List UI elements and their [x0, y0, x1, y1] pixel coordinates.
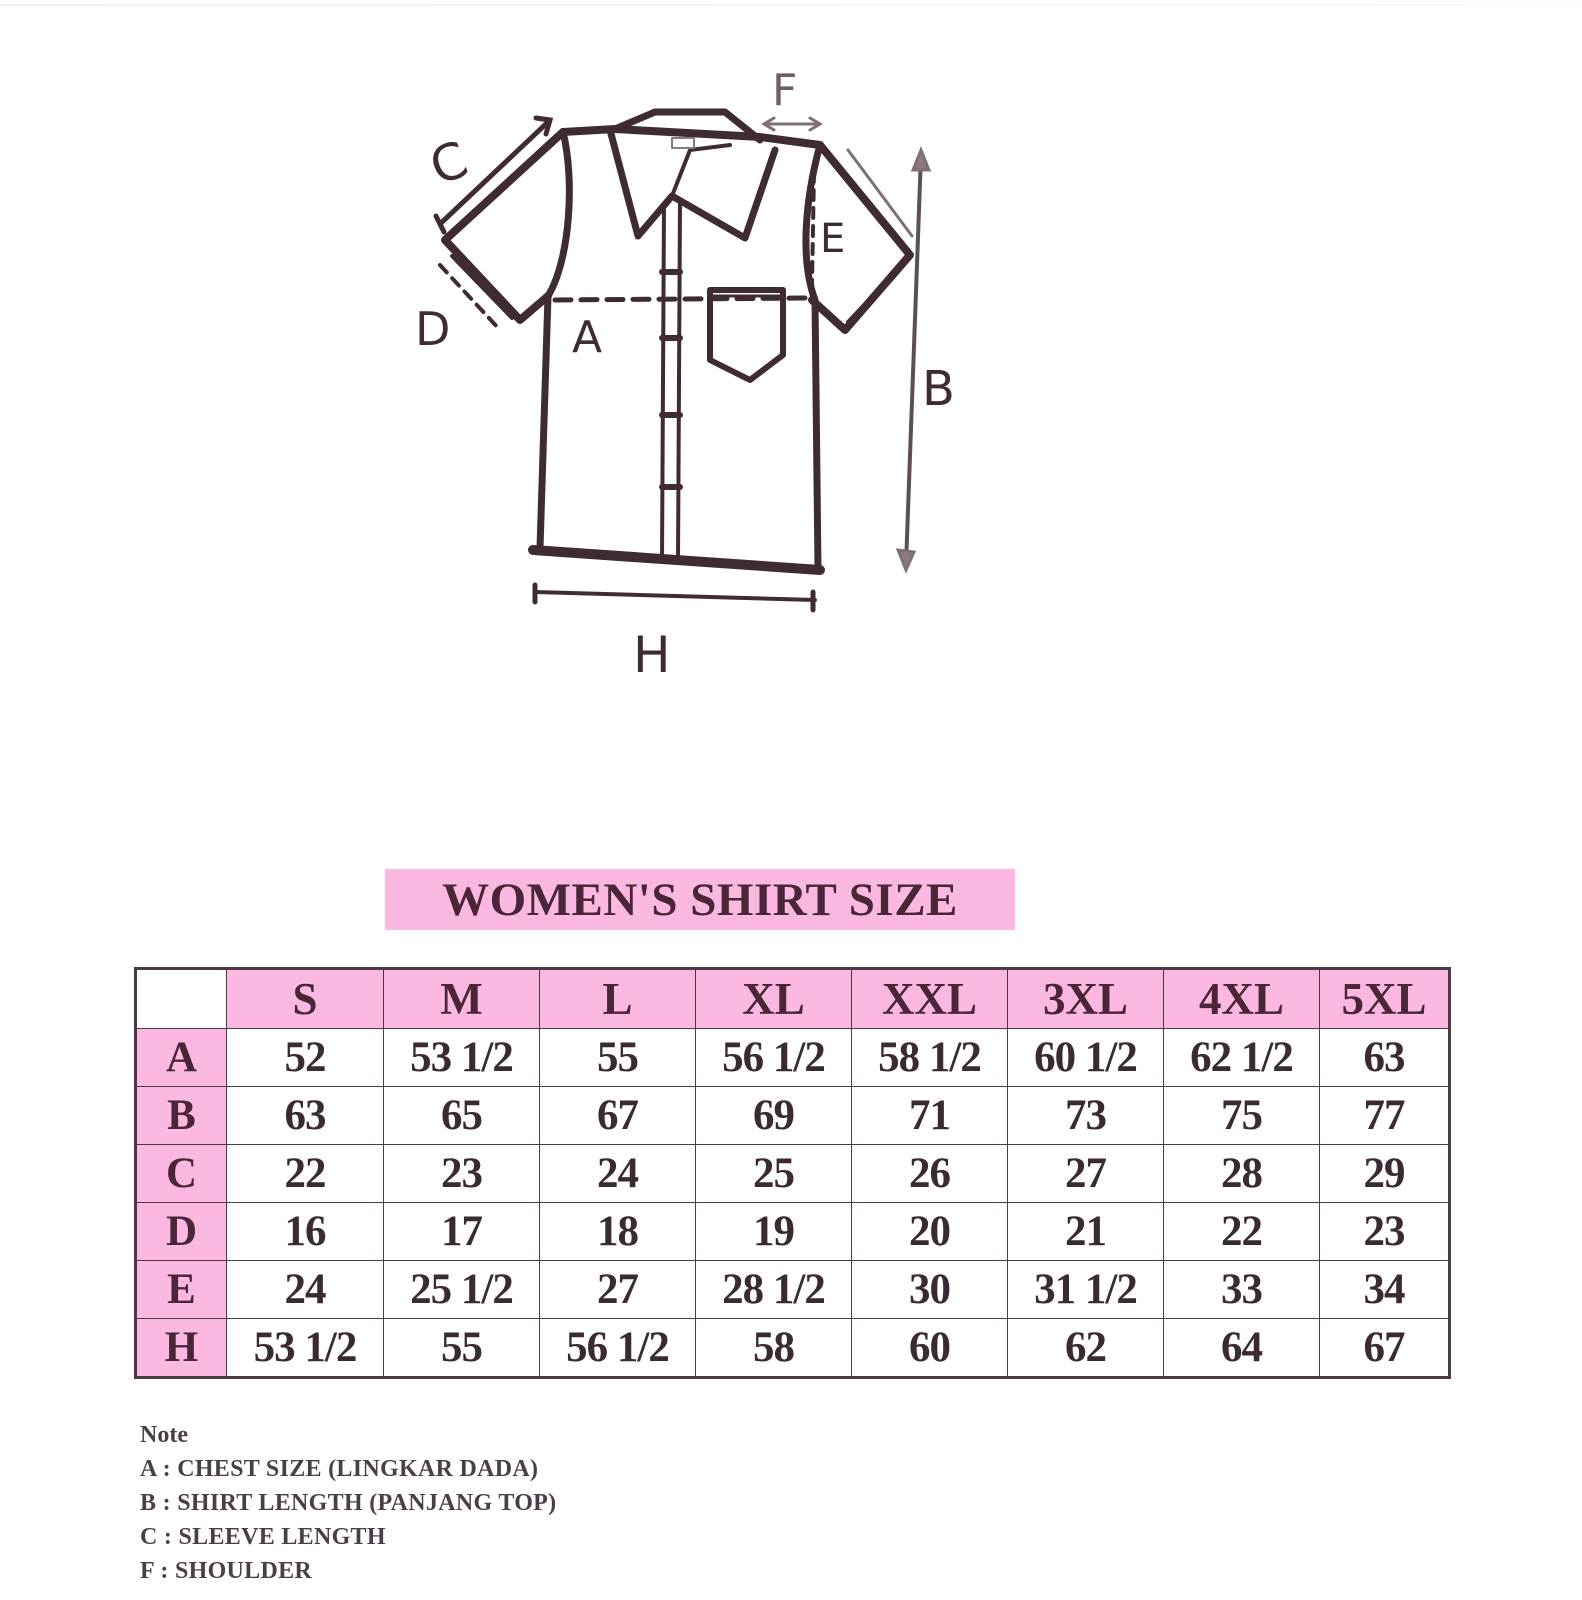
- table-row: [136, 1029, 1450, 1087]
- label-e: E: [820, 216, 846, 262]
- table-cell: 17: [384, 1203, 540, 1261]
- notes-heading: Note: [140, 1422, 188, 1448]
- table-header-row: [136, 969, 1450, 1029]
- row-label: A: [136, 1029, 227, 1087]
- table-cell: 69: [696, 1087, 852, 1145]
- label-c: C: [422, 130, 476, 197]
- row-label: E: [136, 1261, 227, 1319]
- table-cell: 53 1/2: [227, 1319, 384, 1378]
- table-cell: 56 1/2: [540, 1319, 696, 1378]
- column-header: 5XL: [1320, 969, 1450, 1029]
- table-cell: 62: [1008, 1319, 1164, 1378]
- size-chart-table: [134, 967, 1451, 1379]
- column-header: XL: [696, 969, 852, 1029]
- table-cell: 31 1/2: [1008, 1261, 1164, 1319]
- notes-section: [140, 1418, 556, 1588]
- column-header: M: [384, 969, 540, 1029]
- table-cell: 58: [696, 1319, 852, 1378]
- row-label: H: [136, 1319, 227, 1378]
- table-cell: 16: [227, 1203, 384, 1261]
- table-cell: 20: [852, 1203, 1008, 1261]
- row-label: C: [136, 1145, 227, 1203]
- shirt-measurement-diagram: [400, 50, 1000, 700]
- label-b: B: [922, 361, 955, 417]
- table-cell: 21: [1008, 1203, 1164, 1261]
- table-cell: 18: [540, 1203, 696, 1261]
- table-cell: 58 1/2: [852, 1029, 1008, 1087]
- table-cell: 65: [384, 1087, 540, 1145]
- table-cell: 28: [1164, 1145, 1320, 1203]
- table-cell: 27: [1008, 1145, 1164, 1203]
- column-header: XXL: [852, 969, 1008, 1029]
- table-cell: 64: [1164, 1319, 1320, 1378]
- table-cell: 22: [227, 1145, 384, 1203]
- table-cell: 34: [1320, 1261, 1450, 1319]
- table-cell: 24: [227, 1261, 384, 1319]
- note-line: B : SHIRT LENGTH (PANJANG TOP): [140, 1490, 557, 1516]
- label-a: A: [572, 312, 603, 363]
- table-cell: 33: [1164, 1261, 1320, 1319]
- table-cell: 22: [1164, 1203, 1320, 1261]
- table-cell: 62 1/2: [1164, 1029, 1320, 1087]
- table-cell: 26: [852, 1145, 1008, 1203]
- table-cell: 23: [384, 1145, 540, 1203]
- table-cell: 60 1/2: [1008, 1029, 1164, 1087]
- table-cell: 56 1/2: [696, 1029, 852, 1087]
- page-title: WOMEN'S SHIRT SIZE: [442, 873, 958, 926]
- table-cell: 52: [227, 1029, 384, 1087]
- row-label: B: [136, 1087, 227, 1145]
- scan-edge-line: [0, 4, 1582, 6]
- table-cell: 63: [227, 1087, 384, 1145]
- table-cell: 75: [1164, 1087, 1320, 1145]
- table-cell: 29: [1320, 1145, 1450, 1203]
- table-cell: 30: [852, 1261, 1008, 1319]
- table-cell: 60: [852, 1319, 1008, 1378]
- note-line: F : SHOULDER: [140, 1558, 313, 1584]
- table-cell: 55: [384, 1319, 540, 1378]
- column-header: 3XL: [1008, 969, 1164, 1029]
- label-d: D: [415, 302, 451, 356]
- table-row: [136, 1203, 1450, 1261]
- table-cell: 67: [1320, 1319, 1450, 1378]
- title-band: [385, 869, 1015, 930]
- table-cell: 67: [540, 1087, 696, 1145]
- table-cell: 53 1/2: [384, 1029, 540, 1087]
- note-line: C : SLEEVE LENGTH: [140, 1524, 386, 1550]
- table-cell: 73: [1008, 1087, 1164, 1145]
- table-cell: 24: [540, 1145, 696, 1203]
- column-header: 4XL: [1164, 969, 1320, 1029]
- table-cell: 71: [852, 1087, 1008, 1145]
- table-row: [136, 1145, 1450, 1203]
- table-cell: 19: [696, 1203, 852, 1261]
- table-cell: 28 1/2: [696, 1261, 852, 1319]
- table-cell: 23: [1320, 1203, 1450, 1261]
- table-row: [136, 1261, 1450, 1319]
- row-label: D: [136, 1203, 227, 1261]
- label-f: F: [772, 65, 798, 116]
- table-cell: 77: [1320, 1087, 1450, 1145]
- column-header: S: [227, 969, 384, 1029]
- table-row: [136, 1319, 1450, 1378]
- column-header: L: [540, 969, 696, 1029]
- table-cell: 25 1/2: [384, 1261, 540, 1319]
- label-h: H: [633, 626, 671, 684]
- table-corner-cell: [136, 969, 227, 1029]
- note-line: A : CHEST SIZE (LINGKAR DADA): [140, 1456, 539, 1482]
- table-cell: 63: [1320, 1029, 1450, 1087]
- shirt-sketch-icon: [400, 50, 1000, 700]
- table-cell: 27: [540, 1261, 696, 1319]
- table-row: [136, 1087, 1450, 1145]
- table-cell: 25: [696, 1145, 852, 1203]
- table-cell: 55: [540, 1029, 696, 1087]
